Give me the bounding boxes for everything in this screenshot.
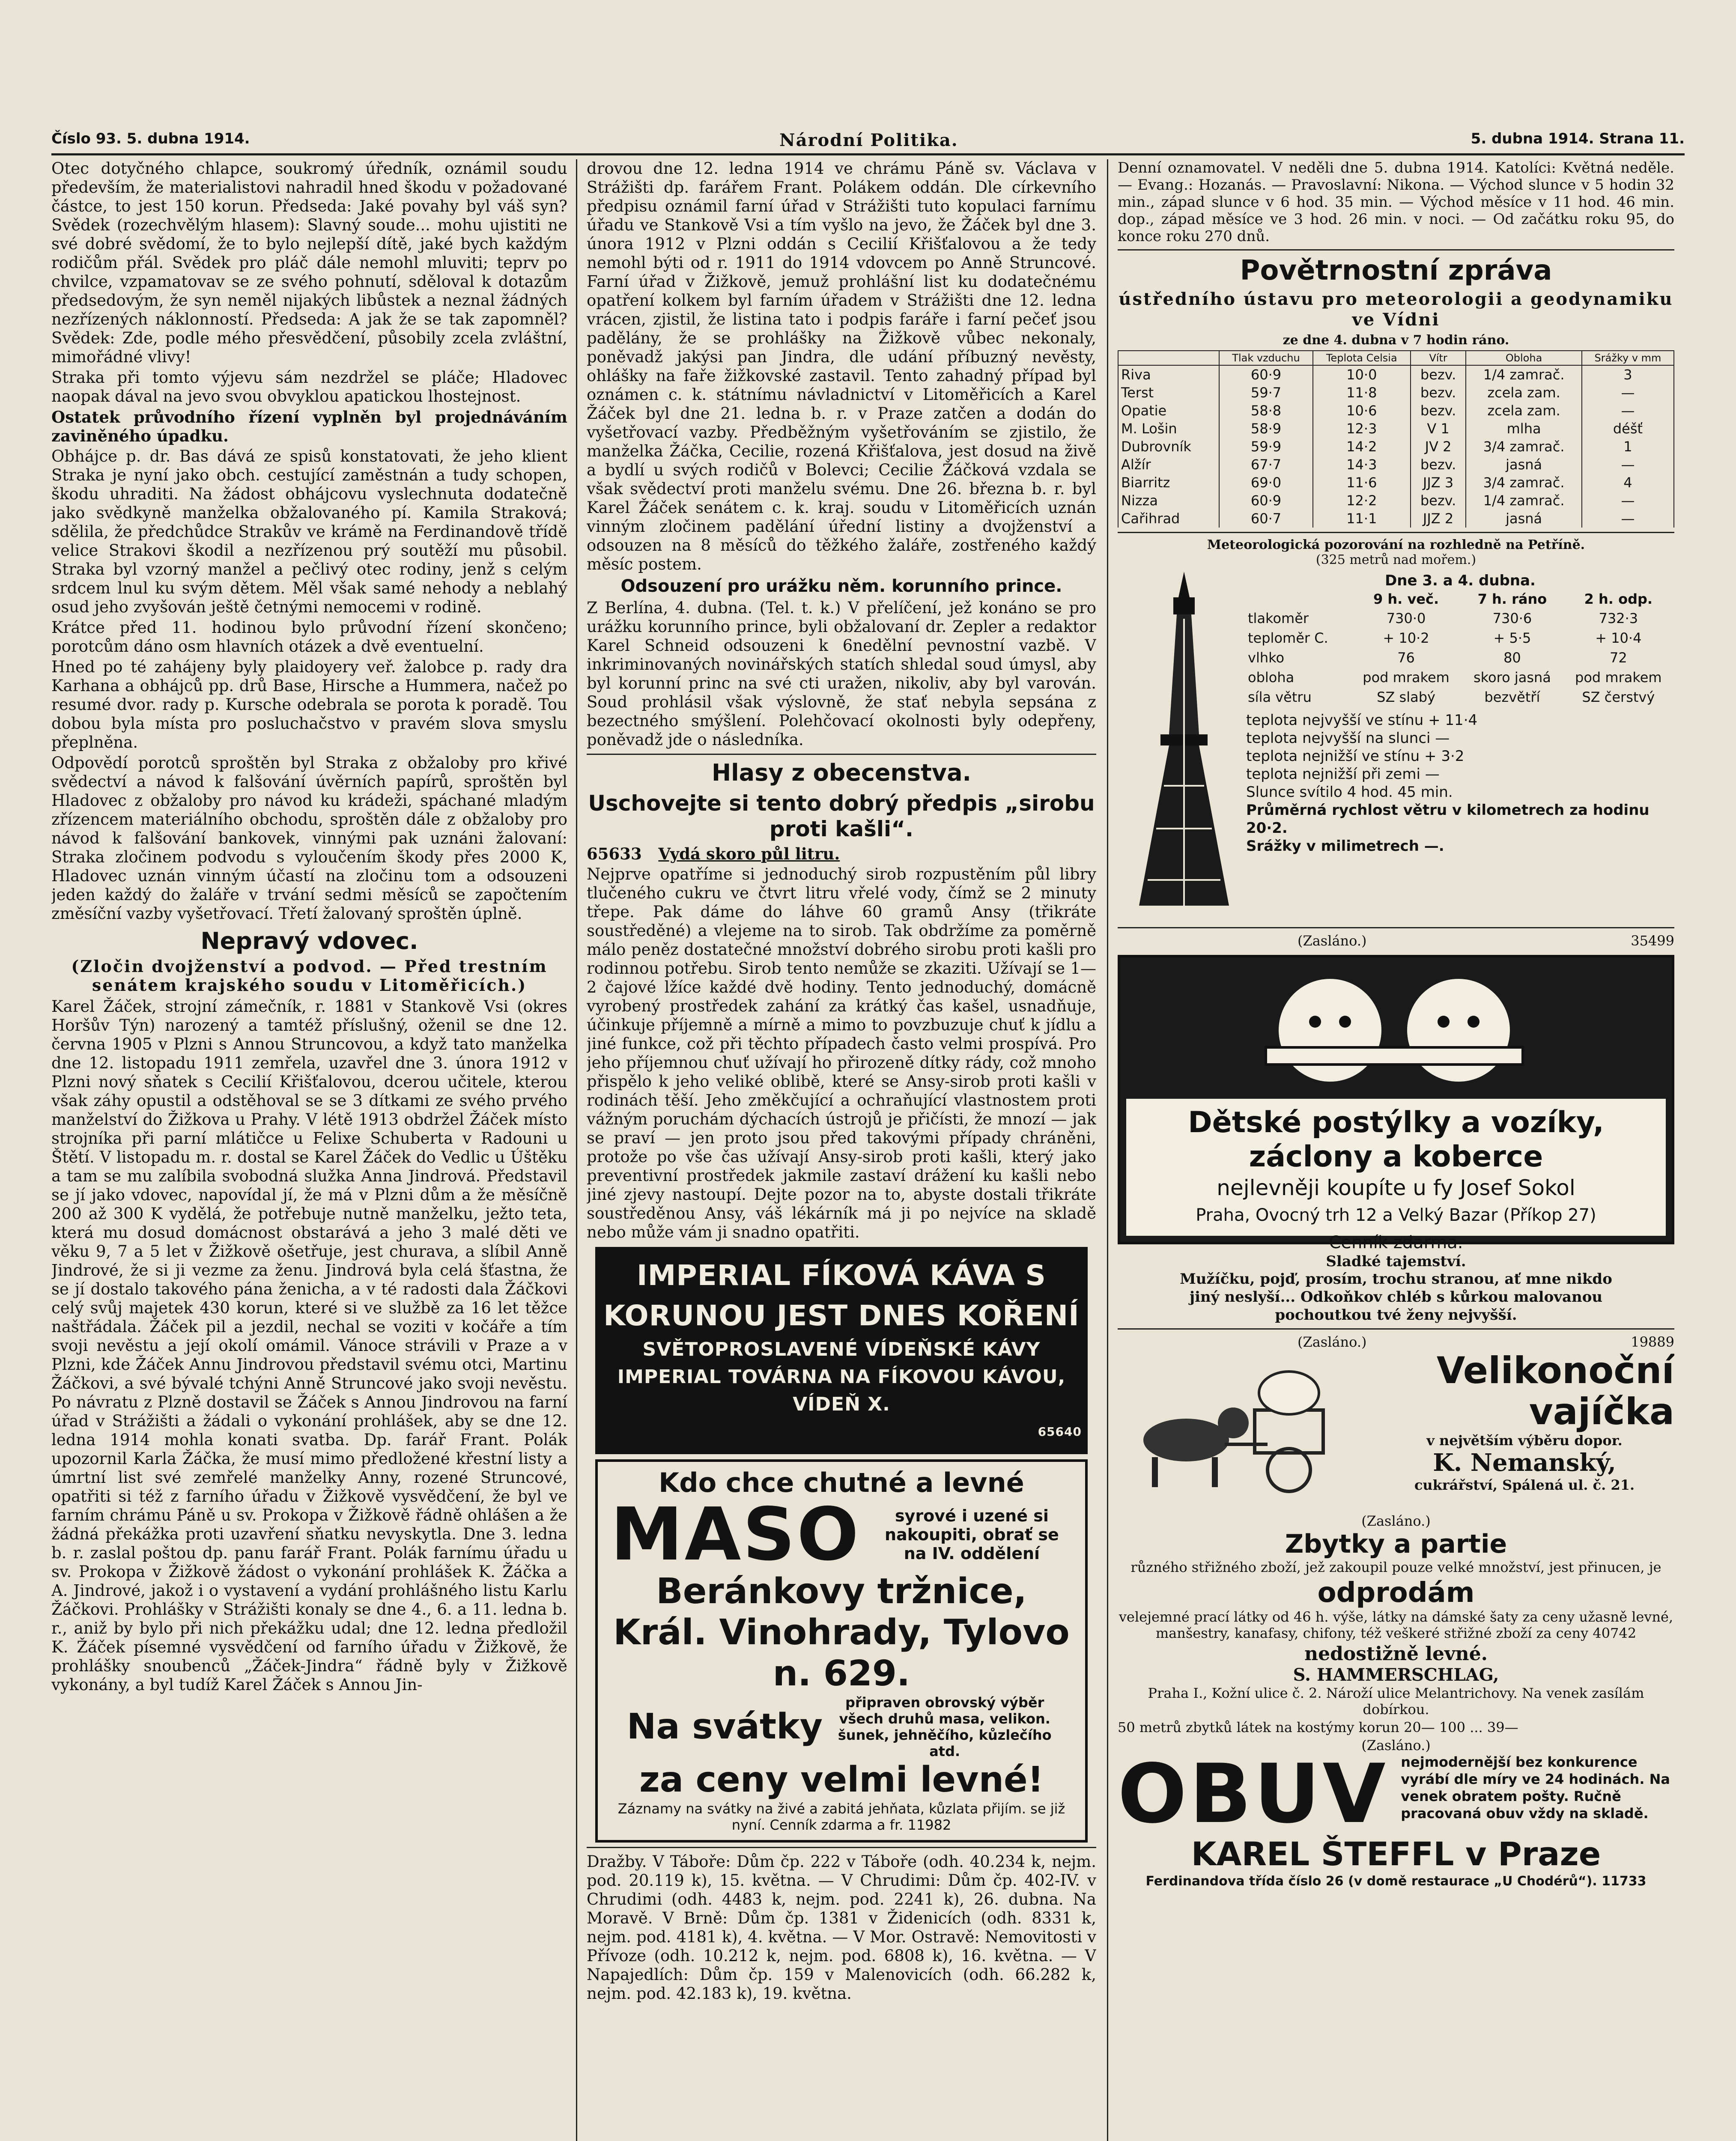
article-paragraph: Nejprve opatříme si jednoduchý sirob rozpustěním půl libry tlučeného cukru ve čtvrt litru vřelé vody, čímž se 2 minuty třepe. Pak dáme do láhve 60 gramů Ansy (třikráte soustředěné) a vlejeme na to sirob. Tak obdržíme za poměrně málo peněz dostatečné množství dobrého sirobu proti kašli pro rodinnou potřebu. Sirob tento nemůže se zkaziti. Užívají se 1—2 čajové lžíce každé dvě hodiny. Tento jednoduchý, domácně vyrobený prostředek zahání za krátký čas kašel, usnadňuje, účinkuje příjemně a mírně a mimo to povzbuzuje chuť k jídlu a jiné funkce, což při těchto případech často velmi prospívá. Pro jeho příjemnou chuť užívají ho přirozeně dítky rády, což mnoho přispělo k jeho veliké oblibě, které se Ansy-sirob proti kašli v rodinách těší. Jeho změkčující a ochraňující vlastnostem proti vážným poruchám dýchacích ústrojů je přičísti, že mnozí — jak se praví — jen proto jsou před takovými případy chráněni, protože po vše čas užívají Ansy-sirob proti kašli, který jako preventivní prostředek jakmile zastaví drážení ku kašli nebo jiné zjevy nastoupí. Dejte pozor na to, abyste dostali třikráte soustředěnou Ansy, váš lékárník má ji po nejvíce na skladě nebo může vám ji snadno opatřiti. bbox=[587, 865, 1096, 1241]
table-header: Teplota Celsia bbox=[1313, 351, 1411, 365]
obs-row bbox=[1246, 668, 1674, 687]
table-header: Obloha bbox=[1466, 351, 1582, 365]
obs-col: 7 h. ráno bbox=[1477, 591, 1547, 607]
obs-cell: + 5·5 bbox=[1493, 630, 1531, 646]
article-paragraph: Otec dotyčného chlapce, soukromý úředník, oznámil soudu především, že materialistovi nahradil hned škodu v požadované částce, to jest 150 korun. Předseda: Jaké povahy byl váš syn? Svědek (rozechvělým hlasem): Slavný soude... mohu ujistiti ne své dobré svědomí, že to bylo nejlepší dítě, jaké bych každým rodičům přál. Svědek pro pláč dále nemohl mluviti; teprv po chvilce, vzpamatovav se ze svého pohnutí, sděloval k dotazům předsedovým, že syn neměl nijakých libůstek a neznal žádných nezřízených náklonností. Předseda: A jak že se tak zapomněl? Svědek: Zde, podle mého přesvědčení, působily zcela zvláštní, mimořádné vlivy! bbox=[51, 159, 567, 366]
zaslano-label: (Zasláno.) bbox=[1298, 1334, 1367, 1350]
table-cell: bezv. bbox=[1411, 402, 1466, 420]
table-cell: JJZ 2 bbox=[1411, 510, 1466, 528]
obs-extra-list bbox=[1246, 711, 1674, 855]
table-row bbox=[1118, 365, 1674, 384]
page-header bbox=[51, 128, 1685, 155]
ad-line: nejlevněji koupíte u fy Josef Sokol bbox=[1217, 1175, 1575, 1200]
column-2 bbox=[587, 159, 1096, 2141]
table-cell: V 1 bbox=[1411, 420, 1466, 438]
table-cell: 4 bbox=[1582, 474, 1674, 492]
table-cell: Terst bbox=[1118, 384, 1219, 402]
headline-sirob: Uschovejte si tento dobrý předpis „sirobu proti kašli“. bbox=[588, 791, 1095, 841]
headline-vdovec: Nepravý vdovec. bbox=[200, 927, 418, 954]
ad-line: Záznamy na svátky na živé a zabitá jehňata, kůzlata přijím. se již nyní. Cenník zdarma a fr. 11982 bbox=[617, 1801, 1065, 1833]
divider bbox=[587, 1847, 1096, 1848]
table-cell: JJZ 3 bbox=[1411, 474, 1466, 492]
table-header: Tlak vzduchu bbox=[1219, 351, 1312, 365]
obs-cell: teploměr C. bbox=[1248, 630, 1328, 646]
table-cell: 1/4 zamrač. bbox=[1466, 365, 1582, 384]
ad-line: K. Nemanský, bbox=[1433, 1449, 1616, 1477]
table-cell: jasná bbox=[1466, 510, 1582, 528]
masthead: Národní Politika. bbox=[779, 130, 958, 150]
ad-maso-word: MASO bbox=[610, 1492, 861, 1577]
ad-line: Praha, Ovocný trh 12 a Velký Bazar (Příkop 27) bbox=[1196, 1205, 1596, 1225]
table-header-row bbox=[1118, 351, 1674, 365]
ad-number: 19889 bbox=[1631, 1334, 1674, 1350]
section-hlasy: Hlasy z obecenstva. bbox=[711, 759, 972, 786]
obs-cell: SZ slabý bbox=[1377, 689, 1435, 705]
obs-cell: skoro jasná bbox=[1473, 669, 1551, 686]
ad-line: za ceny velmi levné! bbox=[639, 1759, 1044, 1800]
ad-line: IMPERIAL FÍKOVÁ KÁVA S bbox=[637, 1259, 1046, 1292]
eggs-headline: vajíčka bbox=[1529, 1390, 1674, 1433]
table-row bbox=[1118, 474, 1674, 492]
obs-extra: Průměrná rychlost větru v kilometrech za hodinu 20·2. bbox=[1246, 802, 1649, 837]
table-cell: Nizza bbox=[1118, 492, 1219, 510]
table-row bbox=[1118, 420, 1674, 438]
table-cell: bezv. bbox=[1411, 456, 1466, 474]
table-row bbox=[1118, 510, 1674, 528]
article-paragraph: Z Berlína, 4. dubna. (Tel. t. k.) V přelíčení, jež konáno se pro urážku korunního prince, byli obžalovaní dr. Zepler a redaktor Karel Schneid odsouzeni k 6nedělní pevnostní vazbě. V inkriminovaných novinářských statích shledal soud úmysl, aby byl korunní princ na své cti uražen, nikoliv, aby byl varován. Soud prohlásil však výslovně, že stať nebyla sepsána z bezectného smýšlení. Polehčovací okolnosti byly odepřeny, poněvadž jde o následníka. bbox=[587, 599, 1096, 749]
imperial-coffee-ad bbox=[595, 1247, 1088, 1454]
table-cell: 60·9 bbox=[1219, 365, 1312, 384]
obs-cell: pod mrakem bbox=[1363, 669, 1450, 686]
ad-line: různého střižného zboží, jež zakoupil pouze velké množství, jest přinucen, je bbox=[1130, 1559, 1661, 1575]
table-row bbox=[1118, 456, 1674, 474]
column-rule bbox=[576, 159, 577, 2141]
ad-line: KORUNOU JEST DNES KOŘENÍ bbox=[603, 1299, 1080, 1332]
table-cell: Biarritz bbox=[1118, 474, 1219, 492]
obs-cell: bezvětří bbox=[1484, 689, 1540, 705]
table-cell: 10·0 bbox=[1313, 365, 1411, 384]
table-row bbox=[1118, 492, 1674, 510]
table-cell: 3 bbox=[1582, 365, 1674, 384]
table-cell: jasná bbox=[1466, 456, 1582, 474]
ad-line: nedostižně levné. bbox=[1304, 1643, 1488, 1665]
ad-line: v největším výběru dopor. bbox=[1426, 1432, 1623, 1449]
issue-number: Číslo 93. 5. dubna 1914. bbox=[51, 130, 250, 147]
obs-col bbox=[1246, 590, 1350, 608]
divider bbox=[1118, 249, 1674, 250]
ad-line: KAREL ŠTEFFL v Praze bbox=[1191, 1835, 1601, 1873]
calendar-notice: Denní oznamovatel. V neděli dne 5. dubna 1914. Katolíci: Květná neděle. — Evang.: Hozanás. — Pravoslavní: Nikona. — Východ slunce v 5 hodin 32 min., západ slunce v 6 hod. 35 min. — Východ měsíce v 11 hod. 46 min. dop., západ měsíce ve 3 hod. 26 min. v noci. — Od začátku roku 95, do konce roku 270 dnů. bbox=[1118, 159, 1674, 245]
obs-row bbox=[1246, 687, 1674, 707]
obs-title: Meteorologická pozorování na rozhledně na Petříně. bbox=[1207, 537, 1585, 552]
weather-subtitle: ústředního ústavu pro meteorologii a geodynamiku ve Vídni bbox=[1119, 289, 1673, 330]
table-cell: 67·7 bbox=[1219, 456, 1312, 474]
table-cell: 59·7 bbox=[1219, 384, 1312, 402]
ad-line: IMPERIAL TOVÁRNA NA FÍKOVOU KÁVOU, VÍDEŇ X. bbox=[617, 1366, 1066, 1415]
eggs-ad bbox=[1118, 1350, 1674, 1513]
zaslano-label: (Zasláno.) bbox=[1361, 1737, 1431, 1753]
table-cell: 14·2 bbox=[1313, 438, 1411, 456]
table-cell: zcela zam. bbox=[1466, 384, 1582, 402]
obs-cell: tlakoměr bbox=[1248, 610, 1309, 626]
zaslano-label: (Zasláno.) bbox=[1298, 933, 1367, 949]
obs-cell: síla větru bbox=[1248, 689, 1312, 705]
divider bbox=[1118, 1328, 1674, 1330]
table-cell: 10·6 bbox=[1313, 402, 1411, 420]
subheadline-vdovec: (Zločin dvojženství a podvod. — Před trestním senátem krajského soudu v Litoměřicích.) bbox=[71, 957, 548, 995]
table-cell: bezv. bbox=[1411, 384, 1466, 402]
weather-table bbox=[1118, 350, 1674, 528]
table-cell: — bbox=[1582, 384, 1674, 402]
petrin-tower-icon bbox=[1130, 572, 1238, 914]
table-cell: 58·9 bbox=[1219, 420, 1312, 438]
ad-number: 35499 bbox=[1631, 933, 1674, 949]
table-cell: Riva bbox=[1118, 365, 1219, 384]
table-cell: — bbox=[1582, 402, 1674, 420]
table-cell: 11·8 bbox=[1313, 384, 1411, 402]
obs-row bbox=[1246, 648, 1674, 668]
obs-extra: teplota nejvyšší na slunci — bbox=[1246, 730, 1450, 747]
table-cell: M. Lošin bbox=[1118, 420, 1219, 438]
ad-line: 50 metrů zbytků látek na kostýmy korun 20— 100 ... 39— bbox=[1118, 1719, 1518, 1735]
table-cell: 3/4 zamrač. bbox=[1466, 438, 1582, 456]
divider bbox=[587, 754, 1096, 755]
table-cell: 14·3 bbox=[1313, 456, 1411, 474]
article-paragraph: Obhájce p. dr. Bas dává ze spisů konstatovati, že jeho klient Straka je nyní jako obch. cestující zaměstnán a tudy schopen, škodu uhraditi. Na žádost obhájcovu vyslechnuta dodatečně jako svědkyně manželka obžalovaného pí. Kamila Straková; sdělila, že předchůdce Strakův ve krámě na Ferdinandově třídě velice Strakovi škodil a nezřízenou prý soutěží mu působil. Straka byl vzorný manžel a pečlivý otec rodiny, jenž s celým srdcem lnul ku svým dětem. Měl však samé nehody a neblahý osud jeho zvyšován ještě četnými nemocemi v rodině. bbox=[51, 447, 567, 616]
obs-cell: 80 bbox=[1503, 650, 1521, 666]
donkey-cart-icon bbox=[1126, 1359, 1349, 1496]
ad-line: odprodám bbox=[1317, 1577, 1475, 1609]
ad-line: S. HAMMERSCHLAG, bbox=[1293, 1665, 1499, 1685]
table-cell: bezv. bbox=[1411, 365, 1466, 384]
table-cell: 1 bbox=[1582, 438, 1674, 456]
maso-ad bbox=[595, 1459, 1088, 1843]
table-cell: — bbox=[1582, 456, 1674, 474]
zbytky-headline: Zbytky a partie bbox=[1285, 1529, 1507, 1559]
obs-date: Dne 3. a 4. dubna. bbox=[1385, 572, 1536, 589]
obs-extra: teplota nejvyšší ve stínu + 11·4 bbox=[1246, 712, 1478, 729]
obs-cell: 72 bbox=[1609, 650, 1627, 666]
ad-number: 65633 bbox=[587, 844, 642, 863]
table-cell: 12·2 bbox=[1313, 492, 1411, 510]
obs-extra: Srážky v milimetrech —. bbox=[1246, 838, 1444, 855]
article-paragraph: Karel Žáček, strojní zámečník, r. 1881 v Stankově Vsi (okres Horšův Týn) narozený a tamtéž příslušný, oženil se dne 12. června 1905 v Plzni s Annou Struncovou, a když tato manželka dne 12. listopadu 1911 zemřela, uzavřel dne 3. února 1912 v Plzni nový sňatek s Cecilií Křišťalovou, dcerou učitele, kterou však záhy opustil a odstěhoval se se 3 dítkami ze svého prvého manželství do Žižkova u Prahy. V létě 1913 obdržel Žáček místo strojníka při parní mlátičce u Felixe Schuberta v Radouni u Štětí. V listopadu m. r. dostal se Karel Žáček do Vedlic u Úštěku a tam se mu zalíbila svobodná služka Anna Jindrová. Představil se jí jako vdovec, napovídal jí, že má v Plzni dům a že měsíčně 200 až 300 K vydělá, že potřebuje nutně manželku, ježto teta, která mu dosud domácnost obstarává a jeho 3 malé děti ve věku 9, 7 a 5 let v Žižkově ošetřuje, jest churava, a slíbil Anně Jindrové, že si ji vezme za ženu. Jindrová byla celá šťastna, že se jí dostalo takového pána ženicha, a v té radosti dala Žáčkovi celý svůj majetek 430 korun, které si ve službě za 16 let těžce naštřádala. Žáček pil a jezdil, nechal se voziti v kočáře a tím svoji nevěstu a její okolí omámil. Vánoce strávili v Praze a v Plzni, kde Žáček Annu Jindrovou představil svému otci, Martinu Žáčkovi, a své bývalé tchýni Anně Struncové jako svoji nevěstu. Po návratu z Plzně dostavil se Žáček s Annou Jindrovou na farní úřad v Strážišti a žádali o vykonání prohlášek, aby se dne 12. ledna 1914 mohla konati svatba. Dp. farář Frant. Polák upozornil Karla Žáčka, že musí mimo předložené křestní listy a úmrtní list své zemřelé manželky Anny, rozené Struncové, opatřiti si též z farního úřadu v Žižkově vysvědčení, že byl ve farním chrámu Páně u sv. Prokopa v Žižkově řádně ohlášen a že žádná překážka proti uzavření sňatku nevyskytla. Dne 3. ledna b. r. zaslal poštou dp. panu farář Frant. Polák farnímu úřadu u sv. Prokopa v Žižkově žádost o vykonání prohlášek K. Žáčka a A. Jindrové, jakož i o vystavení a vydání prohlášného listu Karlu Žáčkovi. Prohlášky v Strážišti konaly se dne 4., 6. a 11. ledna b. r., aniž by bylo při nich překážku udal; dne 12. ledna předložil K. Žáček písemné vysvědčení od farního úřadu v Žižkově, že prohlášky snoubenců „Žáček-Jindra“ řádně byly v Žižkově vykonány, a byl tudíž Karel Žáček s Annou Jin- bbox=[51, 997, 567, 1694]
petrin-observations bbox=[1118, 537, 1674, 923]
ad-line: Cenník zdarma. bbox=[1329, 1233, 1463, 1252]
article-paragraph: drovou dne 12. ledna 1914 ve chrámu Páně sv. Václava v Strážišti dp. farářem Frant. Polákem oddán. Dle církevního předpisu oznámil farní úřad v Strážišti tuto kopulaci farnímu úřadu ve Stankově Vsi a tím vyšlo na jevo, že Žáček byl dne 3. února 1912 v Plzni oddán s Cecilií Křišťalovou a že tedy nemohl býti od r. 1911 do 1914 vdovcem po Anně Struncové. Farní úřad v Žižkově, jemuž prohlášní list ku dodatečnému opatření kolkem byl farním úřadem v Strážišti dne 12. ledna vrácen, zjistil, že listina tato i podpis faráře i farní pečeť jsou padělány, že se prohlášky na Žižkově vůbec nekonaly, poněvadž jakýsi pan Jindra, dle udání příbuzný nevěsty, ohlášky na faře žižkovské zastavil. Tento zahadný případ byl oznámen c. k. státnímu návladnictví v Litoměřicích a Karel Žáček byl dne 21. ledna b. r. v Praze zatčen a dodán do vyšetřovací vazby. Předběžným vyšetřováním se zjistilo, že manželka Žáčka, Cecilie, rozená Křišťalova, jest dosud na živě a bydlí u svých rodičů v Bolevci; Cecilie Žáčková vzdala se však svědectví proti manželu svému. Dne 26. března b. r. byl Karel Žáček senátem c. k. kraj. soudu v Litoměřicích uznán vinným zločinem padělání úřední listiny a dvojženství a odsouzen na 8 měsíců do těžkého žaláře, zostřeného každý měsíc postem. bbox=[587, 159, 1096, 573]
children-illustration-icon bbox=[1232, 970, 1557, 1090]
table-cell: 59·9 bbox=[1219, 438, 1312, 456]
obs-cell: + 10·2 bbox=[1383, 630, 1429, 646]
obs-cell: obloha bbox=[1248, 669, 1295, 686]
column-1 bbox=[51, 159, 567, 2141]
table-cell: déšť bbox=[1582, 420, 1674, 438]
table-cell: 69·0 bbox=[1219, 474, 1312, 492]
article-paragraph: Odpovědí porotců sproštěn byl Straka z obžaloby pro křivé svědectví a návod k falšování úvěrních papírů, sproštěn byl Hladovec z obžaloby pro návod ku krádeži, spáchané mladým zřízencem materiálního obchodu, sproštěn dále z obžaloby pro návod k falšování bankovek, vinnými pak uznáni žalovaní: Straka zločinem podvodu s vyloučením škody přes 2000 K, Hladovec uznán vinným účastí na zločinu tom a odsouzeni jeden každý do žaláře v trvání sedmi měsíců se započtením změsíční vazby vyšetřovací. Třetí žalovaný sproštěn úplně. bbox=[51, 754, 567, 923]
obs-extra: Slunce svítilo 4 hod. 45 min. bbox=[1246, 784, 1453, 801]
ad-line: Na svátky bbox=[626, 1706, 823, 1747]
table-cell: 60·9 bbox=[1219, 492, 1312, 510]
table-header: Srážky v mm bbox=[1582, 351, 1674, 365]
table-header bbox=[1118, 351, 1219, 365]
obs-table bbox=[1246, 590, 1674, 707]
table-cell: Cařihrad bbox=[1118, 510, 1219, 528]
obs-cell: SZ čerstvý bbox=[1582, 689, 1655, 705]
ad-line: Praha I., Kožní ulice č. 2. Nároží ulice Melantrichovy. Na venek zasílám dobírkou. bbox=[1148, 1685, 1644, 1718]
ad-line: Kdo chce chutné a levné bbox=[659, 1467, 1024, 1498]
table-header: Vítr bbox=[1411, 351, 1466, 365]
table-cell: mlha bbox=[1466, 420, 1582, 438]
column-3 bbox=[1118, 159, 1674, 2141]
table-cell: Dubrovník bbox=[1118, 438, 1219, 456]
article-paragraph: Ostatek průvodního řízení vyplněn byl projednáváním zaviněného úpadku. bbox=[51, 408, 567, 445]
eggs-headline: Velikonoční bbox=[1436, 1349, 1674, 1392]
table-cell: JV 2 bbox=[1411, 438, 1466, 456]
table-row bbox=[1118, 438, 1674, 456]
sladke-title: Sladké tajemství. bbox=[1326, 1253, 1466, 1270]
obs-cell: 732·3 bbox=[1599, 610, 1638, 626]
table-cell: 1/4 zamrač. bbox=[1466, 492, 1582, 510]
article-paragraph: Krátce před 11. hodinou bylo průvodní řízení skončeno; porotcům dáno osm hlavních otázek a dvě eventuelní. bbox=[51, 618, 567, 656]
table-cell: zcela zam. bbox=[1466, 402, 1582, 420]
table-cell: — bbox=[1582, 510, 1674, 528]
table-row bbox=[1118, 384, 1674, 402]
obs-cell: + 10·4 bbox=[1595, 630, 1642, 646]
divider bbox=[1118, 927, 1674, 928]
article-paragraph: Hned po té zahájeny byly plaidoyery veř. žalobce p. rady dra Karhana a obhájců pp. drů Base, Hirsche a Hummera, načež po resumé dvor. rady p. Kursche odebrala se porota k poradě. Tou dobou byla místa pro posluchačstvo v pravém slova smyslu přeplněna. bbox=[51, 658, 567, 751]
ad-line: Ferdinandova třída číslo 26 (v domě restaurace „U Chodérů“). 11733 bbox=[1145, 1874, 1647, 1889]
table-cell: 60·7 bbox=[1219, 510, 1312, 528]
table-cell: 11·6 bbox=[1313, 474, 1411, 492]
table-cell: Opatie bbox=[1118, 402, 1219, 420]
divider bbox=[1118, 532, 1674, 533]
sokol-ad bbox=[1118, 955, 1674, 1252]
ad-line: nejmodernější bez konkurence vyrábí dle míry ve 24 hodinách. Na venek obratem pošty. Ručně pracovaná obuv vždy na skladě. bbox=[1401, 1754, 1670, 1822]
weather-title: Povětrnostní zpráva bbox=[1240, 255, 1552, 286]
ad-line: záclony a koberce bbox=[1249, 1140, 1543, 1174]
table-row bbox=[1118, 402, 1674, 420]
obs-cell: 730·0 bbox=[1386, 610, 1426, 626]
zaslano-label: (Zasláno.) bbox=[1361, 1513, 1431, 1529]
ad-number: 65640 bbox=[1038, 1425, 1082, 1439]
table-cell: 3/4 zamrač. bbox=[1466, 474, 1582, 492]
obs-col: 9 h. več. bbox=[1373, 591, 1439, 607]
ad-line: SVĚTOPROSLAVENÉ VÍDEŇSKÉ KÁVY bbox=[642, 1339, 1041, 1360]
column-rule bbox=[1107, 159, 1108, 2141]
obs-subtitle: (325 metrů nad mořem.) bbox=[1315, 552, 1476, 567]
table-cell: — bbox=[1582, 492, 1674, 510]
ad-line: Beránkovy tržnice, Král. Vinohrady, Tylovo n. 629. bbox=[613, 1571, 1070, 1694]
obuv-word: OBUV bbox=[1118, 1747, 1388, 1841]
weather-date: ze dne 4. dubna v 7 hodin ráno. bbox=[1283, 333, 1509, 348]
obs-extra: teplota nejnižší ve stínu + 3·2 bbox=[1246, 748, 1465, 765]
article-paragraph: Straka při tomto výjevu sám nezdržel se pláče; Hladovec naopak dával na jevo svou obvyklou apatickou lhostejnost. bbox=[51, 368, 567, 406]
table-cell: 12·3 bbox=[1313, 420, 1411, 438]
obs-cell: 730·6 bbox=[1492, 610, 1532, 626]
obs-cell: pod mrakem bbox=[1575, 669, 1662, 686]
sladke-text: Mužíčku, pojď, prosím, trochu stranou, ať mne nikdo jiný neslyší... Odkoňkov chléb s kůrkou malovanou pochoutkou tvé ženy nejvyšší. bbox=[1180, 1270, 1612, 1324]
obs-cell: 76 bbox=[1397, 650, 1415, 666]
obs-cell: vlhko bbox=[1248, 650, 1285, 666]
table-cell: 58·8 bbox=[1219, 402, 1312, 420]
obs-col: 2 h. odp. bbox=[1584, 591, 1653, 607]
table-cell: 11·1 bbox=[1313, 510, 1411, 528]
ad-line: Dětské postýlky a vozíky, bbox=[1188, 1106, 1604, 1139]
headline-princ: Odsouzení pro urážku něm. korunního prince. bbox=[620, 576, 1062, 596]
ad-line: velejemné prací látky od 46 h. výše, látky na dámské šaty za ceny užasně levné, manšestry, kanafasy, chifony, též veškeré střižné zboží za ceny 40742 bbox=[1119, 1609, 1673, 1641]
ad-line: syrové i uzené si nakoupiti, obrať se na IV. oddělení bbox=[885, 1506, 1059, 1563]
sokol-ad-text bbox=[1126, 1099, 1666, 1252]
subheadline-sirob: Vydá skoro půl litru. bbox=[658, 844, 840, 863]
table-cell: Alžír bbox=[1118, 456, 1219, 474]
obuv-ad bbox=[1118, 1747, 1674, 1890]
obs-extra: teplota nejnižší při zemi — bbox=[1246, 766, 1440, 783]
obs-row bbox=[1246, 608, 1674, 628]
date-page: 5. dubna 1914. Strana 11. bbox=[1471, 130, 1685, 147]
table-cell: bezv. bbox=[1411, 492, 1466, 510]
ad-line: připraven obrovský výběr všech druhů masa, velikon. šunek, jehněčího, kůzlečího atd. bbox=[838, 1694, 1052, 1759]
ad-line: cukrářství, Spálená ul. č. 21. bbox=[1414, 1477, 1635, 1493]
drazby-paragraph: Dražby. V Táboře: Dům čp. 222 v Táboře (odh. 40.234 k, nejm. pod. 20.119 k), 15. května. — V Chrudimi: Dům čp. 402-IV. v Chrudimi (odh. 4483 k, nejm. pod. 2241 k), 26. dubna. Na Moravě. V Brně: Dům čp. 1381 v Židenicích (odh. 8331 k, nejm. pod. 4181 k), 4. května. — V Mor. Ostravě: Nemovitosti v Přívoze (odh. 10.212 k, nejm. pod. 6808 k), 16. května. — V Napajedlích: Dům čp. 159 v Malenovicích (odh. 66.282 k, nejm. pod. 42.183 k), 19. května. bbox=[587, 1852, 1096, 2003]
obs-row bbox=[1246, 628, 1674, 648]
